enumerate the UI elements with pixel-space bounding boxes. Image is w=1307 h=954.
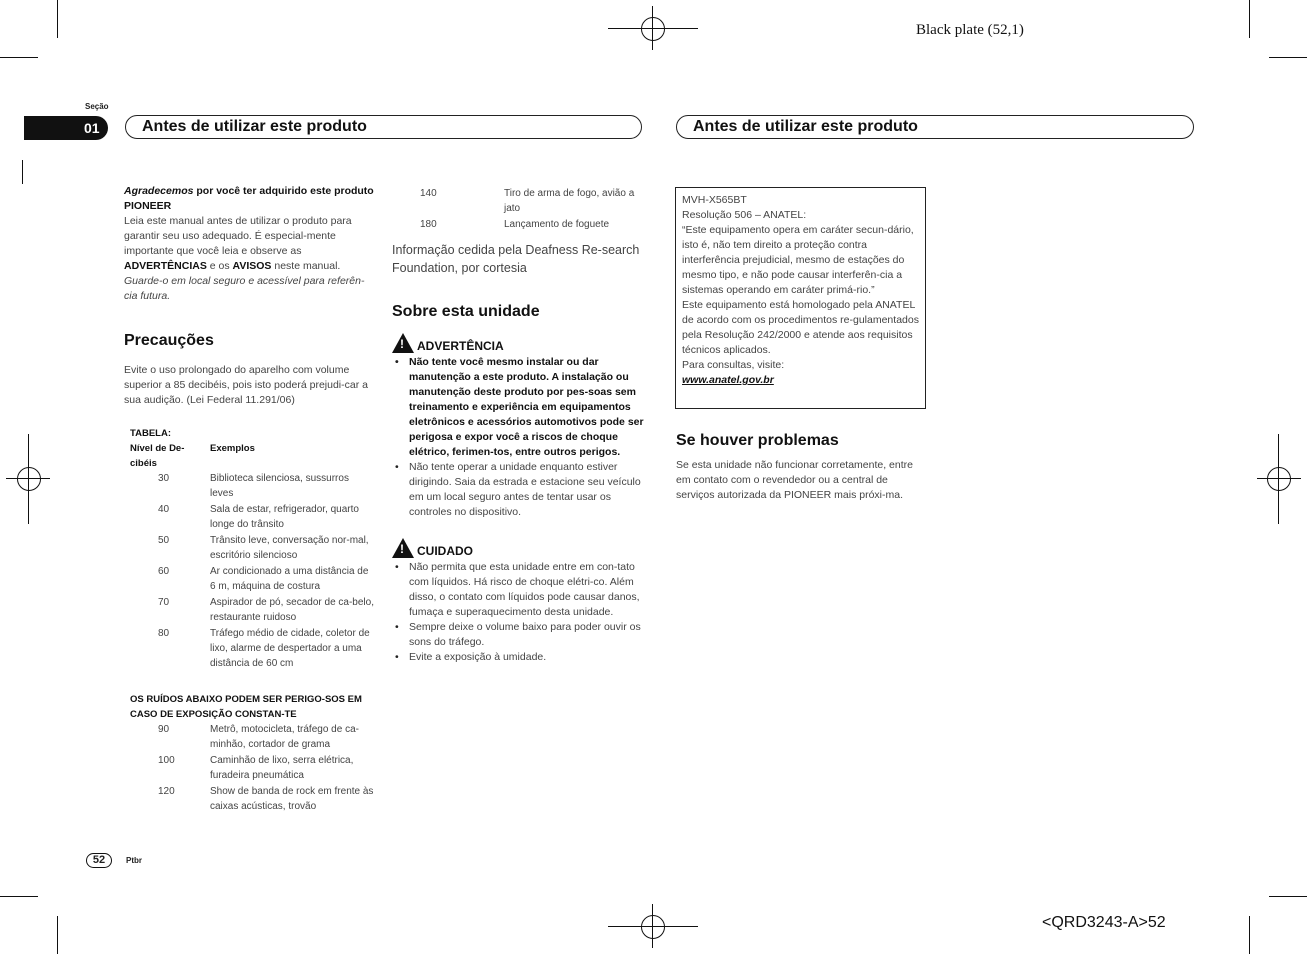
noise-example: Sala de estar, refrigerador, quarto longe do trânsito bbox=[210, 504, 359, 530]
warning-icon: ! bbox=[392, 333, 414, 353]
anatel-box bbox=[675, 187, 926, 409]
column-header-examples: Exemplos bbox=[210, 443, 255, 454]
anatel-model: MVH-X565BT bbox=[682, 194, 747, 206]
caution-heading bbox=[392, 538, 644, 558]
precautions-text: Evite o uso prolongado do aparelho com volume superior a 85 decibéis, pois isto poderá prejudi-car a sua audição. (Lei Federal 11.291/06) bbox=[124, 364, 368, 406]
caution-item: • Não permita que esta unidade entre em con-tato com líquidos. Há risco de choque elétri-co. Além disso, o contato com líquidos pode causar danos, fumaça e superaquecimento desta unidade. bbox=[392, 560, 644, 620]
warning-list bbox=[392, 355, 644, 520]
noise-example: Lançamento de foguete bbox=[504, 219, 610, 230]
caution-title: CUIDADO bbox=[417, 544, 473, 558]
crop-mark bbox=[0, 896, 38, 897]
crop-mark bbox=[57, 916, 58, 954]
decibel-level: 180 bbox=[420, 219, 437, 230]
table-row bbox=[392, 186, 642, 217]
document-code: <QRD3243-A>52 bbox=[1042, 914, 1166, 931]
credit-text: Informação cedida pela Deafness Re-search Foundation, por cortesia bbox=[392, 243, 640, 275]
noise-example: Aspirador de pó, secador de ca-belo, restaurante ruidoso bbox=[210, 597, 374, 623]
crop-mark bbox=[0, 57, 38, 58]
anatel-link[interactable]: www.anatel.gov.br bbox=[682, 374, 774, 386]
anatel-resolution: Resolução 506 – ANATEL: bbox=[682, 209, 807, 221]
decibel-level: 120 bbox=[158, 786, 175, 797]
crop-mark bbox=[1249, 916, 1250, 954]
caution-item: • Evite a exposição à umidade. bbox=[392, 650, 644, 665]
about-unit-title: Sobre esta unidade bbox=[392, 303, 540, 320]
section-header-left: Antes de utilizar este produto bbox=[125, 115, 642, 139]
column-right bbox=[676, 432, 928, 503]
decibel-level: 40 bbox=[158, 504, 170, 515]
page-number: 52 bbox=[86, 853, 112, 868]
anatel-homologated: Este equipamento está homologado pela ANATEL de acordo com os procedimentos re-gulamentados pela Resolução 242/2000 e atende aos requisitos técnicos aplicados. bbox=[682, 299, 919, 356]
decibel-level: 80 bbox=[158, 628, 170, 639]
and-the-word: e os bbox=[206, 260, 233, 272]
noise-example: Metrô, motocicleta, tráfego de ca-minhão, cortador de grama bbox=[210, 724, 359, 750]
problems-text: Se esta unidade não funcionar corretamente, entre em contato com o revendedor ou a central de serviços autorizada da PIONEER mais próxi-ma. bbox=[676, 459, 913, 501]
danger-table bbox=[130, 722, 374, 815]
column-middle bbox=[392, 186, 644, 665]
precautions-title: Precauções bbox=[124, 332, 214, 349]
table-row bbox=[130, 471, 374, 502]
warning-title: ADVERTÊNCIA bbox=[417, 339, 504, 353]
warning-item: • Não tente operar a unidade enquanto estiver dirigindo. Saia da estrada e estacione seu veículo em um local seguro antes de tentar usar os controles no dispositivo. bbox=[392, 460, 644, 520]
section-label: Seção bbox=[85, 102, 109, 111]
anatel-quote: “Este equipamento opera em caráter secun-dário, isto é, não tem direito a proteção contra interferência prejudicial, mesmo de estações do mesmo tipo, e não pode causar interferên-cia a sistemas operando em caráter primá-rio.” bbox=[682, 224, 914, 296]
section-number: 01 bbox=[24, 116, 108, 140]
table-row bbox=[130, 626, 374, 672]
intro-para-end: neste manual. bbox=[271, 260, 341, 272]
intro-para: Leia este manual antes de utilizar o produto para garantir seu uso adequado. É especial-mente importante que você leia e observe as bbox=[124, 215, 352, 257]
decibel-level: 30 bbox=[158, 473, 170, 484]
caution-item: • Sempre deixe o volume baixo para poder ouvir os sons do tráfego. bbox=[392, 620, 644, 650]
table-row bbox=[130, 533, 374, 564]
table-row bbox=[130, 564, 374, 595]
advertencias-word: ADVERTÊNCIAS bbox=[124, 260, 207, 272]
crop-mark bbox=[1249, 0, 1250, 38]
decibel-table bbox=[130, 426, 374, 672]
decibel-level: 90 bbox=[158, 724, 170, 735]
decibel-level: 60 bbox=[158, 566, 170, 577]
noise-example: Tiro de arma de fogo, avião a jato bbox=[504, 188, 635, 214]
noise-example: Ar condicionado a uma distância de 6 m, máquina de costura bbox=[210, 566, 369, 592]
table-row bbox=[130, 753, 374, 784]
plate-label: Black plate (52,1) bbox=[916, 22, 1024, 38]
noise-example: Show de banda de rock em frente às caixas acústicas, trovão bbox=[210, 786, 374, 812]
intro-block bbox=[124, 184, 376, 304]
danger-table-continued bbox=[392, 186, 642, 233]
column-header-level: Nível de De-cibéis bbox=[130, 443, 185, 469]
anatel-consult: Para consultas, visite: bbox=[682, 359, 785, 371]
caution-icon: ! bbox=[392, 538, 414, 558]
noise-example: Biblioteca silenciosa, sussurros leves bbox=[210, 473, 349, 499]
table-row bbox=[130, 722, 374, 753]
crop-mark bbox=[57, 0, 58, 38]
warning-heading bbox=[392, 333, 644, 353]
noise-example: Caminhão de lixo, serra elétrica, furadeira pneumática bbox=[210, 755, 354, 781]
table-row bbox=[130, 784, 374, 815]
column-left bbox=[124, 184, 376, 815]
avisos-word: AVISOS bbox=[232, 260, 272, 272]
decibel-level: 140 bbox=[420, 188, 437, 199]
noise-example: Trânsito leve, conversação nor-mal, escritório silencioso bbox=[210, 535, 369, 561]
decibel-level: 100 bbox=[158, 755, 175, 766]
crop-mark bbox=[1269, 896, 1307, 897]
warning-item: • Não tente você mesmo instalar ou dar manutenção a este produto. A instalação ou manutenção deste produto por pes-soas sem treinamento e experiência em equipamentos eletrônicos e acessórios automotivos pode ser perigosa e expor você a riscos de choque elétrico, ferimen-tos, entre outros perigos. bbox=[392, 355, 644, 460]
thanks-rest: por você ter adquirido este produto PIONEER bbox=[124, 185, 374, 212]
language-label: Ptbr bbox=[126, 856, 142, 865]
table-row bbox=[130, 595, 374, 626]
section-header-right: Antes de utilizar este produto bbox=[676, 115, 1194, 139]
keep-note: Guarde-o em local seguro e acessível para referên-cia futura. bbox=[124, 275, 365, 302]
table-row bbox=[130, 502, 374, 533]
crop-mark bbox=[22, 160, 23, 184]
table-label: TABELA: bbox=[130, 428, 171, 439]
decibel-level: 50 bbox=[158, 535, 170, 546]
problems-title: Se houver problemas bbox=[676, 432, 839, 449]
thanks-italic: Agradecemos bbox=[124, 185, 194, 197]
table-row bbox=[392, 217, 642, 233]
decibel-level: 70 bbox=[158, 597, 170, 608]
danger-heading: OS RUÍDOS ABAIXO PODEM SER PERIGO-SOS EM CASO DE EXPOSIÇÃO CONSTAN-TE bbox=[130, 694, 362, 720]
noise-example: Tráfego médio de cidade, coletor de lixo, alarme de despertador a uma distância de 60 cm bbox=[210, 628, 370, 669]
crop-mark bbox=[1269, 57, 1307, 58]
caution-list bbox=[392, 560, 644, 665]
